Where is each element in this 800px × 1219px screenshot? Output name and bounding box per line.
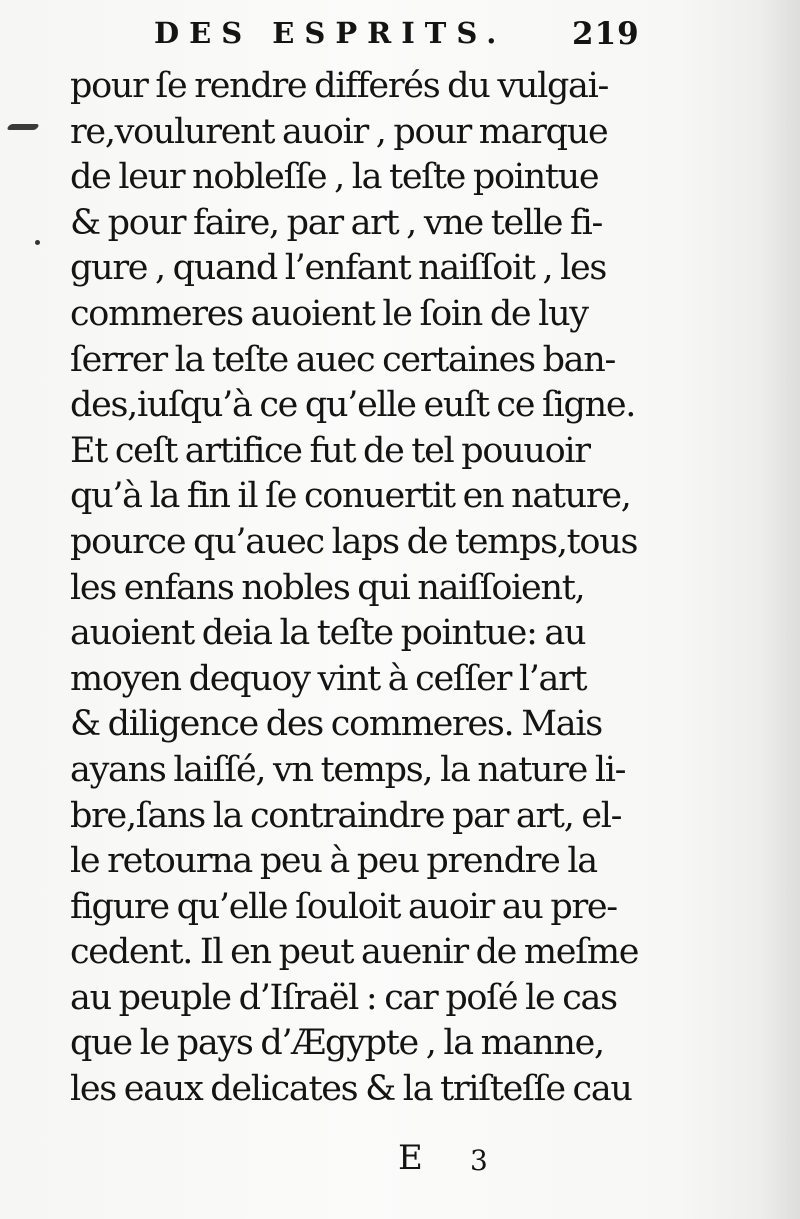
margin-ink-dot — [35, 240, 40, 245]
body-text — [70, 64, 639, 1113]
text-line: les enfans nobles qui naiſſoient, — [70, 567, 585, 608]
text-line: ſerrer la teſte auec certaines ban- — [70, 339, 616, 380]
text-line: de leur nobleſſe , la teſte pointue — [70, 157, 599, 198]
text-line: qu’à la fin il ſe conuertit en nature, — [70, 476, 631, 517]
text-line: bre,ſans la contraindre par art, el- — [70, 795, 622, 836]
running-head — [154, 16, 654, 56]
text-line: re,voulurent auoir , pour marque — [70, 111, 608, 152]
running-head-title: DES ESPRITS. — [154, 16, 507, 50]
signature-number: 3 — [470, 1144, 488, 1177]
text-line: pource qu’auec laps de temps,tous — [70, 521, 638, 562]
page-number: 219 — [572, 16, 640, 52]
text-line: moyen dequoy vint à ceſſer l’art — [70, 658, 587, 699]
text-line: le retourna peu à peu prendre la — [70, 841, 597, 882]
text-line: commeres auoient le ſoin de luy — [70, 293, 588, 334]
text-line: Et ceſt artifice fut de tel pouuoir — [70, 430, 590, 471]
text-line: que le pays d’Ægypte , la manne, — [70, 1023, 604, 1064]
margin-ink-mark — [6, 124, 39, 130]
text-line: les eaux delicates & la triſteſſe cau — [70, 1069, 632, 1110]
text-line: au peuple d’Iſraël : car poſé le cas — [70, 977, 617, 1018]
text-line: des,iuſqu’à ce qu’elle euſt ce ſigne. — [70, 385, 636, 426]
text-line: gure , quand l’enfant naiſſoit , les — [70, 248, 607, 289]
signature-letter: E — [398, 1138, 423, 1178]
text-line: figure qu’elle ſouloit auoir au pre- — [70, 886, 617, 927]
text-line: & pour faire, par art , vne telle fi- — [70, 202, 603, 243]
text-line: & diligence des commeres. Mais — [70, 704, 602, 745]
text-line: auoient deia la teſte pointue: au — [70, 613, 586, 654]
signature-mark — [398, 1138, 538, 1188]
text-line: cedent. Il en peut auenir de meſme — [70, 932, 639, 973]
text-line: pour ſe rendre differés du vulgai- — [70, 66, 609, 106]
text-line: ayans laiſſé, vn temps, la nature li- — [70, 749, 626, 790]
